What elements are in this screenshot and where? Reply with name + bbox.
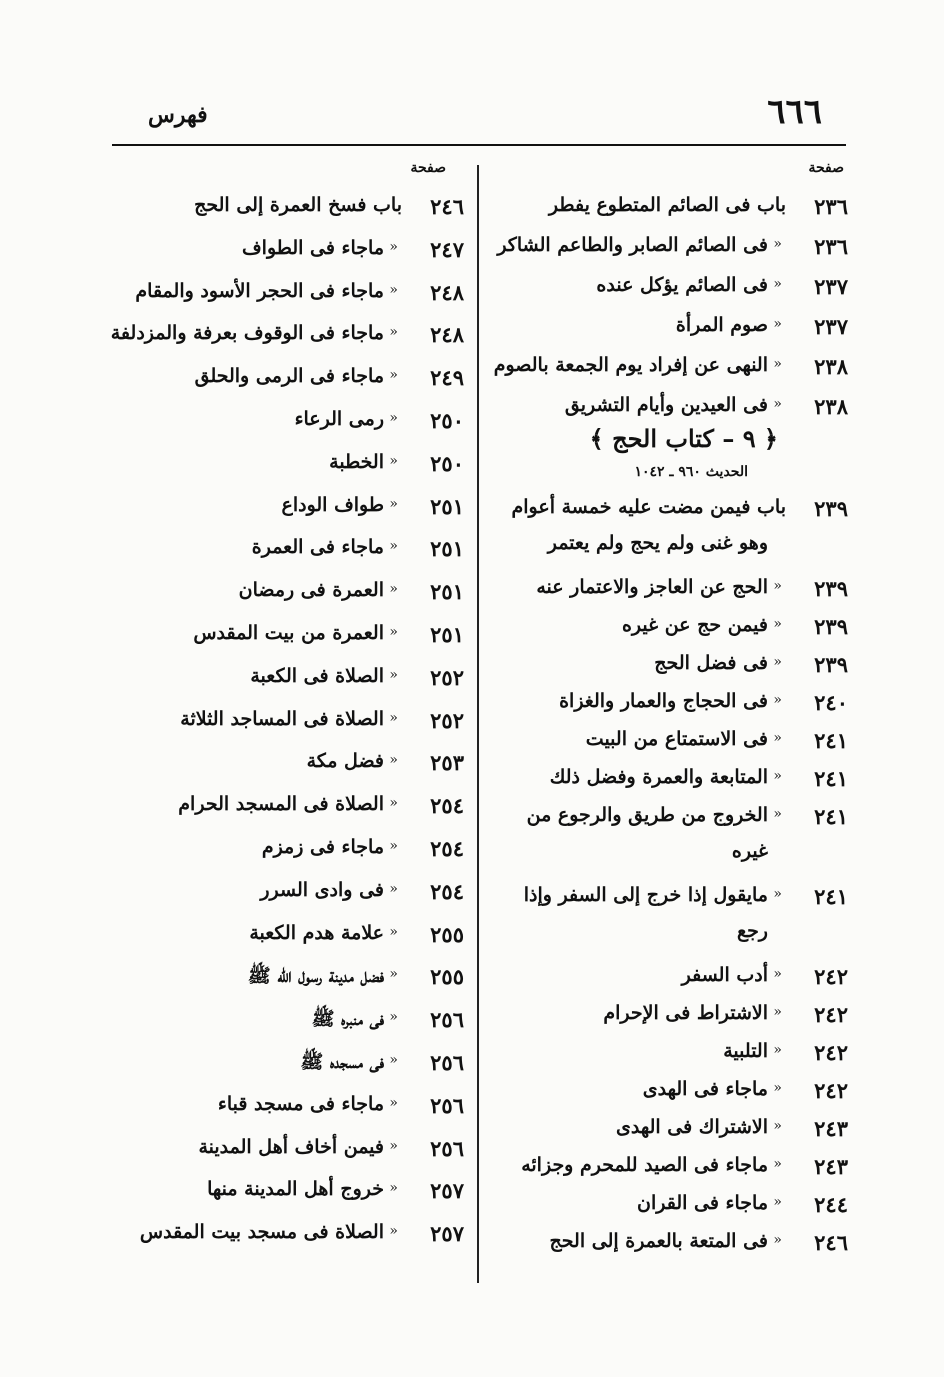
ditto-mark: « [773,1194,782,1210]
ditto-mark: « [773,316,782,332]
index-entry [94,789,464,827]
ditto-mark: « [773,692,782,708]
page-ref: ٢٤١ [814,884,848,909]
page-ref: ٢٥٥ [430,921,464,947]
page-ref: ٢٣٨ [814,354,848,379]
index-entry [478,492,848,554]
index-entry [94,746,464,784]
index-entry [478,998,848,1036]
ditto-mark: « [389,709,398,726]
index-entry [94,1046,464,1084]
ditto-mark: « [389,452,398,469]
entry-title: فى فضل الحج [654,652,768,674]
index-entry [94,233,464,271]
ditto-mark: « [773,768,782,784]
ditto-mark: « [773,1080,782,1096]
page-ref: ٢٥٠ [430,450,464,476]
page-ref: ٢٣٨ [814,394,848,419]
page-ref: ٢٤٢ [814,1040,848,1065]
page-ref: ٢٤٤ [814,1192,848,1217]
entry-title: مايقول إذا خرج إلى السفر وإذا [523,884,768,906]
index-entry [94,832,464,870]
page-ref: ٢٤٠ [814,690,848,715]
ditto-mark: « [773,578,782,594]
page-ref: ٢٣٦ [814,194,848,219]
page-ref: ٢٥٦ [430,1050,464,1075]
ditto-mark: « [389,495,398,512]
entry-title: باب فيمن مضت عليه خمسة أعوام [511,496,786,518]
page-ref: ٢٥٢ [430,707,464,733]
page-ref: ٢٥١ [430,536,464,562]
ditto-mark: « [773,396,782,412]
ditto-mark: « [389,966,398,983]
ditto-mark: « [773,356,782,372]
page-ref: ٢٤٢ [814,1002,848,1027]
entry-title: علامة هدم الكعبة [249,921,384,944]
ditto-mark: « [389,880,398,897]
entry-title: ماجاء فى الطواف [241,236,384,259]
index-entry [478,270,848,308]
column-heading: صفحة [808,160,844,176]
header-rule [112,144,846,146]
page-ref: ٢٤١ [814,804,848,829]
entry-title-continuation: غيره [731,840,768,862]
index-entry [478,1074,848,1112]
entry-title: فى منبره ﷺ [311,1008,384,1031]
page-ref: ٢٣٩ [814,576,848,601]
ditto-mark: « [389,1009,398,1026]
page-ref: ٢٥٤ [430,878,464,904]
page-ref: ٢٤٦ [430,194,464,219]
index-entry [478,1150,848,1188]
index-entry [94,1003,464,1041]
entry-title-continuation: وهو غنى ولم يحج ولم يعتمر [547,532,768,554]
index-entry [478,610,848,648]
index-entry [478,190,848,228]
page-ref: ٢٥٦ [430,1092,464,1118]
ditto-mark: « [389,1094,398,1111]
page-ref: ٢٥٦ [430,1007,464,1033]
ditto-mark: « [389,795,398,812]
entry-title: ماجاء فى الرمى والحلق [194,365,384,388]
index-entry [478,686,848,724]
ditto-mark: « [389,838,398,854]
section-title: ﴿ ٩ – كتاب الحج ﴾ [589,424,778,453]
page-ref: ٢٣٧ [814,314,848,339]
ditto-mark: « [773,730,782,746]
entry-title: ماجاء فى الحجر الأسود والمقام [135,279,384,302]
ditto-mark: « [773,1232,782,1248]
entry-title: ماجاء فى زمزم [261,836,384,858]
index-entry [478,960,848,998]
ditto-mark: « [773,966,782,982]
page-ref: ٢٥٧ [430,1221,464,1247]
index-entry [94,490,464,528]
index-entry [94,704,464,742]
index-entry [478,1188,848,1226]
index-entry [94,875,464,913]
index-entry [478,310,848,348]
entry-title: ماجاء فى الهدى [642,1078,768,1100]
entry-title: ماجاء فى الصيد للمحرم وجزائه [521,1154,768,1176]
section-hadith-range: الحديث ٩٦٠ ـ ١٠٤٢ [634,464,748,480]
column-heading: صفحة [410,160,446,176]
entry-title: فى العيدين وأيام التشريق [564,394,768,416]
index-entry [94,1089,464,1127]
ditto-mark: « [389,752,398,769]
index-entry [478,230,848,268]
ditto-mark: « [389,1052,398,1068]
ditto-mark: « [773,886,782,902]
index-entry [94,318,464,356]
page-ref: ٢٥١ [430,622,464,647]
page-number: ٦٦٦ [767,92,822,132]
entry-title: المتابعة والعمرة وفضل ذلك [549,766,768,788]
entry-title: الاشتراط فى الإحرام [603,1002,768,1024]
page-ref: ٢٤٣ [814,1116,848,1141]
index-entry [478,572,848,610]
entry-title: فى الحجاج والعمار والغزاة [559,690,768,712]
entry-title: فضل مكة [306,750,384,773]
entry-title: خروج أهل المدينة منها [207,1178,384,1201]
ditto-mark: « [389,666,398,683]
page-ref: ٢٤٦ [814,1230,848,1255]
entry-title: باب فى الصائم المتطوع يفطر [548,194,786,216]
page-ref: ٢٣٩ [814,496,848,521]
index-entry [478,1112,848,1150]
index-entry [94,1217,464,1255]
page-ref: ٢٥٤ [430,793,464,819]
entry-title: أدب السفر [681,964,768,986]
ditto-mark: « [773,1004,782,1020]
entry-title: الحج عن العاجز والاعتمار عنه [536,576,768,598]
index-entry [94,190,464,228]
entry-title: ماجاء فى الوقوف بعرفة والمزدلفة [110,322,384,345]
page-ref: ٢٥٤ [430,836,464,861]
index-entry [94,1132,464,1170]
page-ref: ٢٤١ [814,766,848,791]
entry-title-continuation: رجع [736,920,768,942]
entry-title: باب فسخ العمرة إلى الحج [194,194,402,216]
entry-title: فى المتعة بالعمرة إلى الحج [549,1230,768,1252]
entry-title: النهى عن إفراد يوم الجمعة بالصوم [493,354,768,376]
index-entry [94,361,464,399]
ditto-mark: « [773,276,782,292]
index-entry [94,661,464,699]
page-ref: ٢٤٧ [430,236,464,262]
page-ref: ٢٤٩ [430,365,464,391]
page-ref: ٢٥٦ [430,1135,464,1161]
entry-title: رمى الرعاء [294,408,384,430]
ditto-mark: « [773,1118,782,1134]
ditto-mark: « [389,238,398,255]
index-entry [94,918,464,956]
entry-title: التلبية [723,1040,768,1062]
ditto-mark: « [773,1042,782,1058]
page-ref: ٢٤١ [814,728,848,753]
index-entry [478,350,848,388]
entry-title: فيمن أخاف أهل المدينة [198,1135,384,1158]
ditto-mark: « [389,324,398,341]
index-entry [94,618,464,656]
page-ref: ٢٣٩ [814,652,848,677]
index-entry [94,575,464,613]
ditto-mark: « [389,1180,398,1197]
entry-title: فى الصائم الصابر والطاعم الشاكر [497,234,768,256]
entry-title: صوم المرأة [675,314,768,336]
ditto-mark: « [389,538,398,555]
page-ref: ٢٥٥ [430,964,464,990]
ditto-mark: « [389,581,398,598]
page-ref: ٢٥٣ [430,750,464,776]
page-ref: ٢٥٠ [430,408,464,433]
entry-title: ماجاء فى مسجد قباء [217,1092,384,1115]
entry-title: فى الاستمتاع من البيت [585,728,768,750]
ditto-mark: « [389,624,398,640]
entry-title: الصلاة فى مسجد بيت المقدس [139,1221,384,1244]
ditto-mark: « [389,1137,398,1154]
index-entry [478,1226,848,1264]
entry-title: العمرة فى رمضان [238,579,384,602]
page-ref: ٢٣٧ [814,274,848,299]
ditto-mark: « [773,806,782,822]
ditto-mark: « [773,236,782,252]
entry-title: طواف الوداع [281,493,384,516]
page-ref: ٢٥١ [430,493,464,519]
index-entry [478,724,848,762]
entry-title: الاشتراك فى الهدى [615,1116,768,1138]
page-ref: ٢٥١ [430,579,464,605]
ditto-mark: « [773,616,782,632]
entry-title: فى مسجده ﷺ [300,1051,384,1073]
entry-title: العمرة من بيت المقدس [193,622,384,644]
ditto-mark: « [389,1223,398,1240]
entry-title: الخروج من طريق والرجوع من [526,804,768,826]
page-ref: ٢٤٢ [814,964,848,989]
page-ref: ٢٤٨ [430,322,464,348]
entry-title: فضل مدينة رسول الله ﷺ [247,965,384,988]
page-ref: ٢٤٣ [814,1154,848,1179]
index-entry [94,447,464,485]
index-entry [478,1036,848,1074]
page-ref: ٢٤٨ [430,279,464,305]
index-entry [94,276,464,314]
index-entry [94,960,464,998]
index-entry [478,390,848,428]
ditto-mark: « [389,410,398,426]
page-ref: ٢٣٩ [814,614,848,639]
index-entry [94,532,464,570]
index-entry [478,880,848,942]
entry-title: الصلاة فى المساجد الثلاثة [180,707,384,730]
page-header-title: فهرس [148,102,208,128]
entry-title: فى الصائم يؤكل عنده [596,274,768,296]
entry-title: الخطبة [329,450,384,473]
entry-title: الصلاة فى المسجد الحرام [178,793,384,816]
ditto-mark: « [389,367,398,384]
ditto-mark: « [773,654,782,670]
entry-title: ماجاء فى العمرة [251,536,384,559]
ditto-mark: « [389,281,398,298]
entry-title: فى وادى السرر [260,878,384,901]
index-entry [478,762,848,800]
page-ref: ٢٥٧ [430,1178,464,1204]
ditto-mark: « [389,923,398,940]
ditto-mark: « [773,1156,782,1172]
entry-title: الصلاة فى الكعبة [250,664,384,687]
page-ref: ٢٣٦ [814,234,848,259]
page-ref: ٢٥٢ [430,664,464,690]
index-entry [94,1174,464,1212]
page-ref: ٢٤٢ [814,1078,848,1103]
entry-title: ماجاء فى القران [637,1192,768,1214]
index-entry [94,404,464,442]
index-entry [478,648,848,686]
entry-title: فيمن حج عن غيره [621,614,768,636]
index-entry [478,800,848,862]
